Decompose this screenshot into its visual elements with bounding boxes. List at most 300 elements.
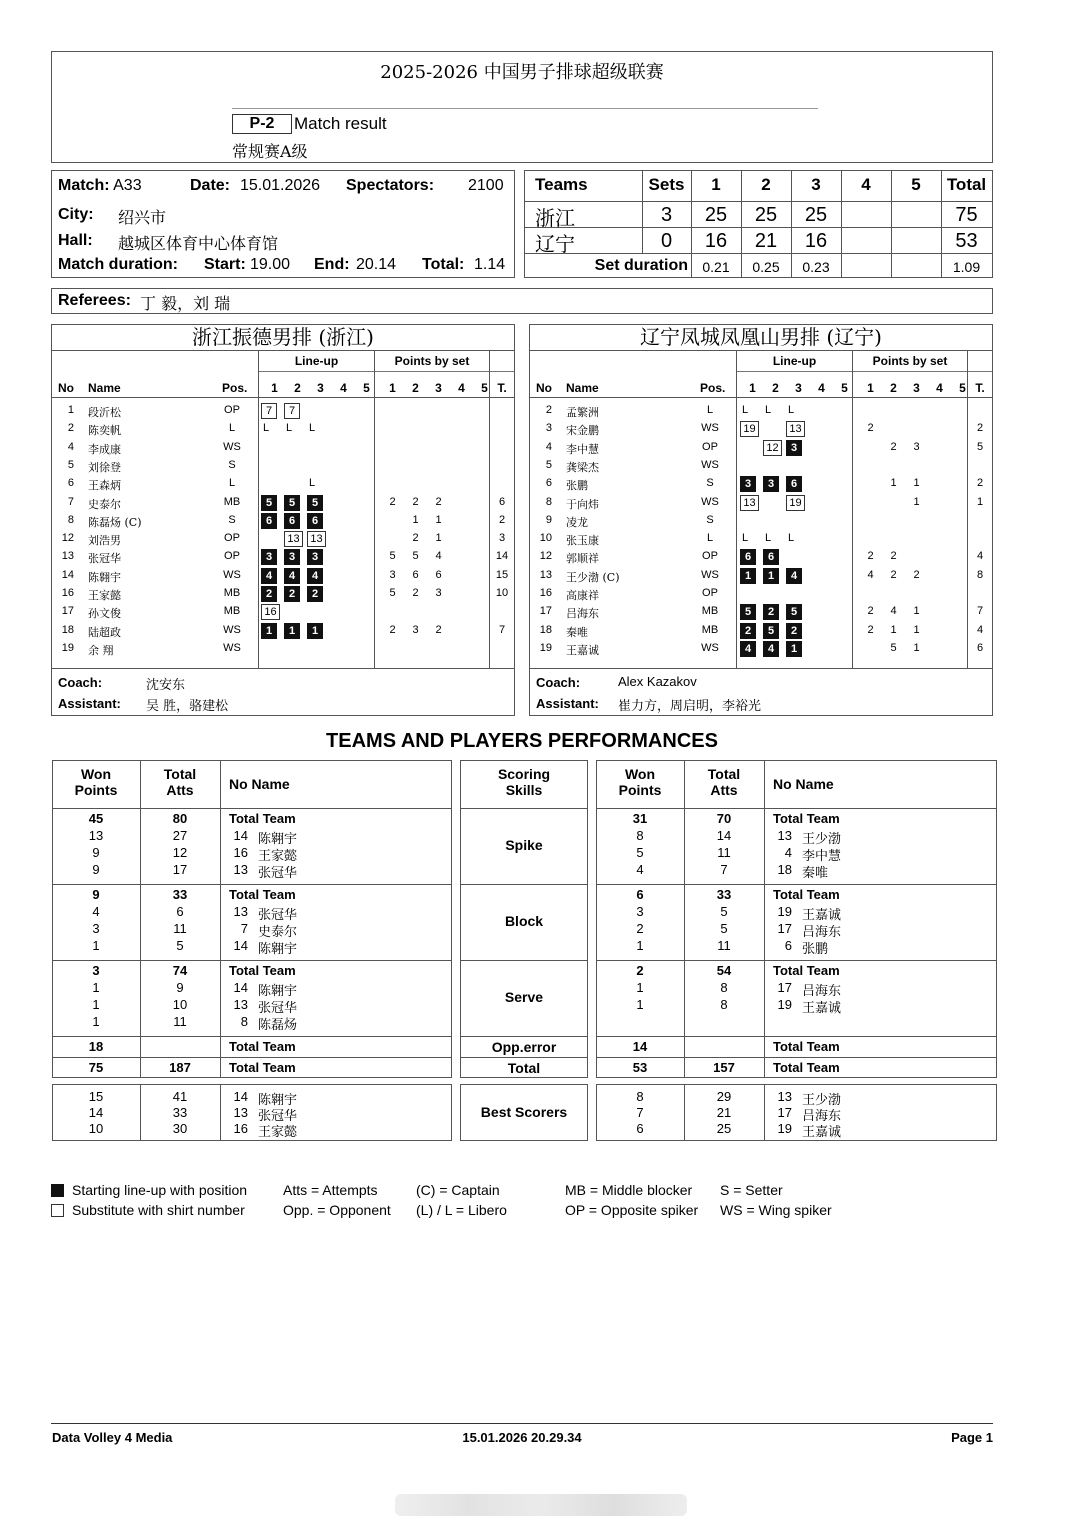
player-number: 2 [67, 422, 74, 435]
row-divider [52, 884, 452, 885]
player-name: 张鹏 [802, 942, 829, 957]
player-number: 6 [545, 477, 552, 490]
row-divider [460, 884, 588, 885]
set-points: 5 [890, 641, 897, 654]
points-header: Points by set [394, 354, 470, 368]
starting-position-badge: 1 [284, 623, 300, 639]
player-name: 陈翱宇 [88, 570, 121, 584]
player-number: 18 [61, 623, 74, 636]
total-atts: 33 [716, 887, 732, 902]
player-number: 14 [61, 568, 74, 581]
coach-label: Coach: [536, 675, 581, 690]
starting-position-badge: 5 [740, 604, 756, 620]
player-number: 16 [61, 587, 74, 599]
lineup-set-header: 2 [772, 381, 779, 395]
player-number: 14 [233, 980, 248, 995]
player-position: L [228, 477, 236, 490]
date-label: Date: [190, 177, 231, 194]
total-label: Total: [422, 256, 465, 273]
player-number: 12 [61, 532, 74, 545]
total-atts: 33 [172, 887, 188, 902]
starting-position-badge: 4 [284, 568, 300, 584]
total-atts: 80 [172, 811, 188, 826]
set-points: 3 [435, 587, 442, 599]
start-label: Start: [204, 256, 246, 273]
libero-mark: L [286, 422, 293, 435]
set-points: 1 [435, 513, 442, 526]
starting-position-badge: 3 [763, 476, 779, 492]
player-number: 5 [545, 458, 552, 471]
set-points: 2 [867, 623, 874, 636]
player-name: 高康祥 [566, 589, 599, 602]
lineup-header: Line-up [294, 354, 339, 368]
player-total: 7 [498, 623, 506, 636]
substitute-swatch [51, 1204, 64, 1217]
set-points: 2 [412, 532, 419, 545]
won-points: 1 [92, 938, 100, 953]
set-points: 1 [412, 513, 419, 526]
lineup-set-header: 2 [294, 381, 301, 395]
lineup-set-header: 5 [841, 381, 848, 395]
player-name: 吕海东 [802, 925, 842, 940]
player-name: 孟繁洲 [566, 406, 599, 419]
set-points: 3 [389, 568, 396, 581]
player-number: 17 [777, 921, 792, 936]
starting-position-badge: 2 [261, 586, 277, 602]
score-header: Teams [535, 175, 588, 194]
player-number: 16 [233, 845, 248, 860]
substitute-badge: 7 [284, 403, 300, 419]
player-position: WS [223, 641, 241, 654]
player-number: 8 [67, 513, 74, 526]
total-atts: 8 [720, 980, 728, 995]
player-number: 19 [777, 997, 792, 1012]
player-total: 10 [495, 587, 509, 599]
player-name: 吕海东 [802, 1109, 842, 1124]
total-atts-header: Total Atts [707, 766, 741, 798]
player-number: 13 [233, 904, 248, 919]
column-divider [764, 1084, 765, 1141]
player-number: 14 [233, 828, 248, 843]
starting-position-badge: 5 [763, 623, 779, 639]
starting-position-badge: 6 [284, 513, 300, 529]
hall-value: 越城区体育中心体育馆 [118, 234, 279, 253]
starting-position-badge: 2 [740, 623, 756, 639]
won-points: 9 [92, 862, 100, 877]
substitute-badge: 12 [763, 440, 782, 456]
player-number: 17 [777, 1105, 792, 1120]
total-atts: 6 [176, 904, 184, 919]
set-score: 21 [754, 230, 778, 252]
won-points: 3 [636, 904, 644, 919]
legend-captain: (C) = Captain [416, 1182, 500, 1198]
total-atts: 74 [172, 963, 188, 978]
player-name: 宋金鹏 [566, 424, 599, 438]
starting-position-badge: 1 [763, 568, 779, 584]
row-divider [52, 960, 452, 961]
set-duration: 0.25 [752, 259, 780, 275]
report-code: P-2 [232, 114, 292, 134]
set-points: 2 [435, 495, 442, 508]
referees-names: 丁 毅，刘 瑞 [140, 294, 231, 313]
legend-atts: Atts = Attempts [283, 1182, 378, 1198]
player-number: 13 [233, 1105, 248, 1120]
player-position: S [228, 458, 236, 471]
starting-lineup-swatch [51, 1184, 64, 1197]
footer-page: Page 1 [951, 1430, 993, 1445]
player-position: OP [224, 550, 240, 563]
total-team-label: Total Team [773, 1060, 840, 1075]
row-divider [52, 808, 452, 809]
player-name: 秦唯 [802, 866, 829, 881]
player-total: 14 [495, 550, 509, 563]
assistant-label: Assistant: [536, 696, 599, 711]
set-points: 3 [913, 440, 920, 453]
set-points: 4 [435, 550, 442, 563]
player-number: 3 [545, 422, 552, 435]
total-points: 53 [955, 230, 978, 252]
set-duration: 0.23 [802, 259, 830, 275]
total-atts: 8 [720, 997, 728, 1012]
total-atts: 5 [176, 938, 184, 953]
player-name: 张冠华 [258, 1109, 298, 1124]
referees-label: Referees: [58, 292, 131, 309]
total-atts: 10 [172, 997, 188, 1012]
assistant-label: Assistant: [58, 696, 121, 711]
set-points: 1 [913, 495, 920, 508]
coach-name: Alex Kazakov [618, 674, 697, 689]
starting-position-badge: 4 [763, 641, 779, 657]
player-number: 16 [233, 1121, 248, 1136]
starting-position-badge: 3 [740, 476, 756, 492]
substitute-badge: 13 [786, 421, 805, 437]
skill-name: Opp.error [491, 1039, 557, 1055]
lineup-set-header: 4 [818, 381, 825, 395]
player-name: 吕海东 [802, 984, 842, 999]
player-position: MB [701, 623, 719, 636]
total-atts: 27 [172, 828, 188, 843]
set-score: 16 [704, 230, 728, 252]
player-position: OP [702, 440, 718, 453]
row-divider [460, 960, 588, 961]
starting-position-badge: 6 [740, 549, 756, 565]
player-number: 5 [67, 458, 74, 471]
total-team-label: Total Team [773, 963, 840, 978]
total-atts: 12 [172, 845, 188, 860]
starting-position-badge: 2 [786, 623, 802, 639]
player-name: 张冠华 [258, 908, 298, 923]
end-label: End: [314, 256, 350, 273]
total-atts: 14 [716, 828, 732, 843]
row-divider [52, 1057, 452, 1058]
player-number: 4 [545, 440, 552, 453]
set-points: 1 [435, 532, 442, 545]
points-set-header: 4 [936, 381, 943, 395]
player-number: 19 [539, 641, 552, 654]
skill-name: Serve [504, 989, 544, 1005]
set-points: 2 [412, 495, 419, 508]
won-points: 9 [92, 887, 100, 902]
legend-s: S = Setter [720, 1182, 783, 1198]
won-points: 1 [92, 1014, 100, 1029]
total-team-label: Total Team [773, 1039, 840, 1054]
player-position: WS [223, 623, 241, 636]
player-number: 14 [233, 1089, 248, 1104]
set-score: 25 [754, 204, 778, 226]
total-duration: 1.14 [474, 256, 506, 273]
starting-position-badge: 4 [307, 568, 323, 584]
won-points: 75 [88, 1060, 104, 1075]
starting-position-badge: 4 [261, 568, 277, 584]
player-name: 孙文俊 [88, 607, 121, 621]
player-total: 4 [976, 550, 984, 563]
match-phase: 常规赛A级 [232, 142, 308, 161]
set-score: 25 [704, 204, 728, 226]
player-number: 6 [784, 938, 792, 953]
score-header: 4 [861, 175, 871, 194]
player-number: 8 [545, 495, 552, 508]
player-position: L [228, 422, 236, 435]
pos-header: Pos. [700, 381, 726, 395]
set-points: 2 [890, 568, 897, 581]
lineup-set-header: 5 [363, 381, 370, 395]
sets-won: 0 [660, 230, 673, 252]
player-number: 13 [233, 997, 248, 1012]
row-divider [460, 808, 588, 809]
libero-mark: L [309, 477, 316, 490]
set-points: 1 [913, 477, 920, 490]
set-points: 5 [389, 550, 396, 563]
no-header: No [58, 381, 74, 395]
won-points: 15 [88, 1089, 104, 1104]
won-points-header: Won Points [618, 766, 662, 798]
set-points: 6 [435, 568, 442, 581]
substitute-badge: 19 [786, 495, 805, 511]
player-position: S [706, 477, 714, 490]
set-points: 6 [412, 568, 419, 581]
row-divider [596, 1057, 997, 1058]
score-header: 3 [811, 175, 821, 194]
lineup-set-header: 4 [340, 381, 347, 395]
player-number: 13 [777, 828, 792, 843]
starting-position-badge: 6 [307, 513, 323, 529]
total-atts: 70 [716, 811, 732, 826]
player-number: 1 [67, 404, 74, 416]
player-number: 13 [61, 550, 74, 563]
set-points: 2 [867, 605, 874, 618]
player-name: 王嘉诚 [802, 1125, 842, 1140]
player-number: 17 [61, 605, 74, 618]
total-atts: 11 [173, 921, 187, 936]
set-points: 2 [389, 623, 396, 636]
player-total: 2 [976, 422, 984, 435]
starting-position-badge: 2 [763, 604, 779, 620]
player-name: 陈翱宇 [258, 942, 298, 957]
starting-position-badge: 1 [307, 623, 323, 639]
won-points: 6 [636, 1121, 644, 1136]
libero-mark: L [263, 422, 270, 435]
set-points: 4 [867, 568, 874, 581]
player-total: 3 [498, 532, 506, 545]
player-name: 王少渤 [802, 832, 842, 847]
player-name: 刘徐登 [88, 460, 121, 474]
lineup-set-header: 1 [271, 381, 278, 395]
score-header: Total [946, 175, 987, 194]
player-number: 6 [67, 477, 74, 490]
set-points: 2 [389, 495, 396, 508]
player-position: WS [701, 458, 719, 471]
set-points: 5 [389, 587, 396, 599]
substitute-badge: 16 [261, 604, 280, 620]
starting-position-badge: 2 [307, 586, 323, 602]
set-points: 1 [890, 477, 897, 490]
assistant-names: 吴 胜，骆建松 [146, 699, 229, 714]
player-position: S [228, 513, 236, 526]
player-name: 史泰尔 [258, 925, 298, 940]
row-divider [460, 1036, 588, 1037]
set-points: 2 [867, 550, 874, 563]
player-total: 4 [976, 623, 984, 636]
score-header: 5 [911, 175, 921, 194]
team-name: 辽宁 [535, 232, 575, 256]
report-name: Match result [294, 114, 387, 133]
player-name: 张冠华 [258, 1001, 298, 1016]
total-atts: 11 [717, 845, 731, 860]
player-number: 19 [61, 641, 74, 654]
points-set-header: 3 [913, 381, 920, 395]
total-team-label: Total Team [229, 963, 296, 978]
set-points: 2 [867, 422, 874, 435]
player-number: 19 [777, 904, 792, 919]
player-position: WS [701, 568, 719, 581]
coach-name: 沈安东 [146, 678, 186, 693]
player-name: 陈翱宇 [258, 832, 298, 847]
score-header: 2 [761, 175, 771, 194]
end-time: 20.14 [356, 256, 397, 273]
points-set-header: 2 [890, 381, 897, 395]
player-name: 陈翱宇 [258, 984, 298, 999]
starting-position-badge: 1 [740, 568, 756, 584]
player-position: WS [701, 422, 719, 435]
player-name: 张鹏 [566, 479, 588, 493]
won-points: 1 [92, 980, 100, 995]
assistant-names: 崔力方，周启明，李裕光 [618, 699, 762, 714]
player-name: 王森炳 [88, 479, 121, 493]
player-number: 13 [777, 1089, 792, 1104]
total-team-label: Total Team [773, 811, 840, 826]
set-points: 3 [412, 623, 419, 636]
total-header: T. [497, 381, 507, 395]
player-position: WS [701, 495, 719, 508]
player-position: MB [223, 587, 241, 599]
player-number: 9 [545, 513, 552, 526]
total-header: T. [975, 381, 985, 395]
player-name: 于向炜 [566, 497, 599, 511]
total-atts: 29 [716, 1089, 732, 1104]
player-number: 17 [777, 980, 792, 995]
player-number: 17 [539, 605, 552, 618]
libero-mark: L [309, 422, 316, 435]
duration-label: Match duration: [58, 256, 178, 273]
player-position: WS [223, 440, 241, 453]
player-total: 7 [976, 605, 984, 618]
total-atts: 21 [716, 1105, 732, 1120]
won-points: 14 [88, 1105, 104, 1120]
libero-mark: L [765, 404, 772, 416]
won-points: 53 [632, 1060, 648, 1075]
team-name: 浙江 [535, 206, 575, 230]
points-set-header: 1 [389, 381, 396, 395]
player-name: 刘浩男 [88, 534, 121, 548]
points-header: Points by set [872, 354, 948, 368]
won-points: 1 [636, 997, 644, 1012]
legend-op: OP = Opposite spiker [565, 1202, 699, 1218]
set-points: 1 [890, 623, 897, 636]
won-points: 10 [88, 1121, 104, 1136]
substitute-badge: 13 [307, 531, 326, 547]
player-position: OP [224, 404, 240, 416]
points-set-header: 4 [458, 381, 465, 395]
player-number: 4 [784, 845, 792, 860]
set-points: 1 [913, 623, 920, 636]
lineup-header: Line-up [772, 354, 817, 368]
total-points: 75 [955, 204, 978, 226]
player-name: 王嘉诚 [566, 643, 599, 657]
won-points: 5 [636, 845, 644, 860]
substitute-badge: 13 [740, 495, 759, 511]
player-name: 张玉康 [566, 534, 599, 548]
won-points: 13 [88, 828, 104, 843]
points-set-header: 5 [959, 381, 966, 395]
city-value: 绍兴市 [118, 208, 167, 227]
total-set-duration: 1.09 [952, 259, 981, 275]
player-position: OP [702, 587, 718, 599]
scan-artifact [395, 1494, 687, 1516]
player-number: 13 [233, 862, 248, 877]
starting-position-badge: 3 [307, 549, 323, 565]
team-name: 辽宁凤城凤凰山男排 (辽宁) [640, 325, 882, 349]
legend-mb: MB = Middle blocker [565, 1182, 693, 1198]
best-scorers-label: Best Scorers [480, 1104, 568, 1120]
won-points: 8 [636, 1089, 644, 1104]
starting-position-badge: 3 [261, 549, 277, 565]
player-number: 7 [240, 921, 248, 936]
set-points: 2 [890, 440, 897, 453]
player-number: 19 [777, 1121, 792, 1136]
player-name: 龚梁杰 [566, 460, 599, 474]
starting-position-badge: 3 [284, 549, 300, 565]
total-atts: 54 [716, 963, 732, 978]
total-atts: 33 [172, 1105, 188, 1120]
legend-substitute: Substitute with shirt number [72, 1202, 245, 1218]
column-divider [220, 1084, 221, 1141]
total-atts: 187 [169, 1060, 191, 1075]
total-atts: 7 [720, 862, 728, 877]
won-points: 3 [92, 921, 100, 936]
score-header: Sets [648, 175, 685, 194]
player-position: OP [224, 532, 240, 545]
player-total: 15 [495, 568, 509, 581]
won-points-header: Won Points [74, 766, 118, 798]
city-label: City: [58, 206, 94, 223]
player-position: S [706, 513, 714, 526]
total-team-label: Total Team [229, 887, 296, 902]
substitute-badge: 19 [740, 421, 759, 437]
set-points: 4 [890, 605, 897, 618]
won-points: 2 [636, 963, 644, 978]
pos-header: Pos. [222, 381, 248, 395]
name-header: Name [566, 381, 599, 395]
